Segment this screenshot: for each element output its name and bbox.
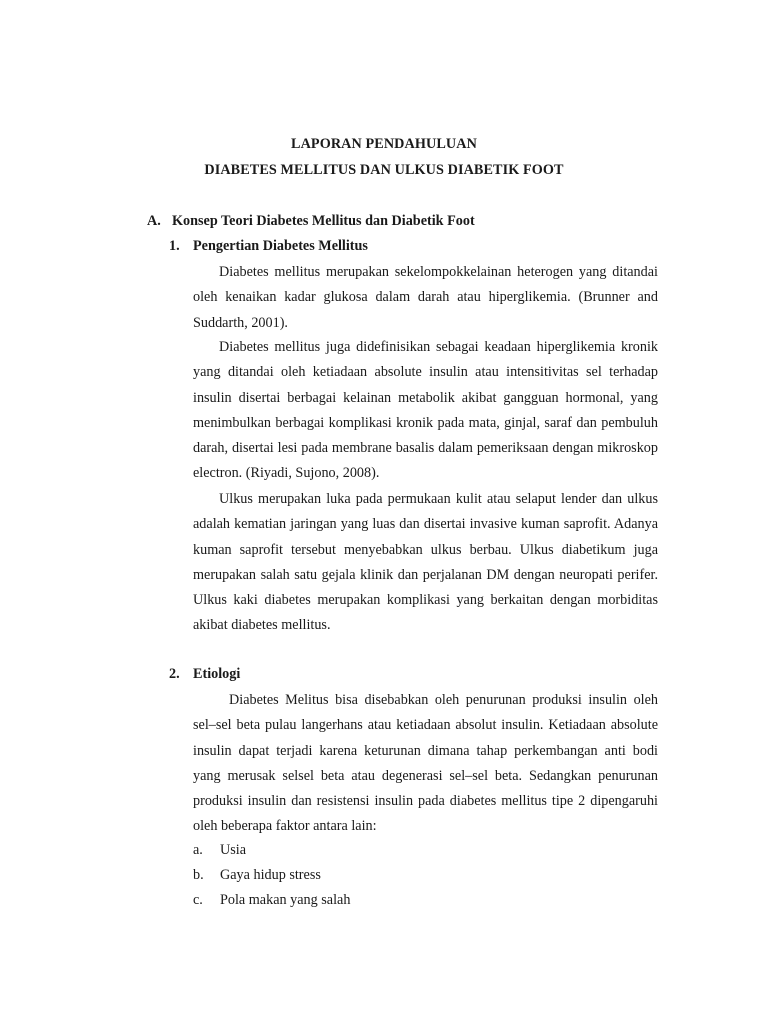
- list-item: [193, 888, 350, 913]
- subsection-2-marker: 2.: [169, 666, 180, 682]
- document-title-line-2: DIABETES MELLITUS DAN ULKUS DIABETIK FOOT: [204, 162, 564, 178]
- definition-paragraph-3: Ulkus merupakan luka pada permukaan kulit atau selaput lender dan ulkus adalah kematian jaringan yang luas dan disertai invasive kuman saprofit. Adanya kuman saprofit tersebut menyebabkan ulkus berbau. Ulkus diabetikum juga merupakan salah satu gejala klinik dan perjalanan DM dengan neuropati perifer. Ulkus kaki diabetes merupakan komplikasi yang berkaitan dengan morbiditas akibat diabetes mellitus.: [193, 491, 658, 634]
- list-item-marker: b.: [193, 867, 204, 883]
- section-a-heading: [147, 211, 475, 231]
- etiology-paragraph: Diabetes Melitus bisa disebabkan oleh penurunan produksi insulin oleh sel–sel beta pulau langerhans atau ketiadaan absolut insulin. Ketiadaan absolute insulin dapat terjadi karena keturunan dimana tahap perkembangan anti bodi yang merusak selsel beta atau degenerasi sel–sel beta. Sedangkan penurunan produksi insulin dan resistensi insulin pada diabetes mellitus tipe 2 dipengaruhi oleh beberapa faktor antara lain:: [193, 692, 658, 835]
- list-item-text: Usia: [220, 842, 247, 858]
- document-title-line-1: LAPORAN PENDAHULUAN: [291, 136, 477, 152]
- subsection-1-label: Pengertian Diabetes Mellitus: [193, 238, 368, 254]
- subsection-1-heading: [169, 236, 368, 256]
- subsection-2-label: Etiologi: [193, 666, 241, 682]
- subsection-1-marker: 1.: [169, 238, 180, 254]
- etiology-factor-list: [193, 838, 350, 913]
- definition-paragraph-2: Diabetes mellitus juga didefinisikan sebagai keadaan hiperglikemia kronik yang ditandai oleh ketiadaan absolute insulin atau intensitivitas sel terhadap insulin disertai berbagai kelainan metabolik akibat gangguan hormonal, yang menimbulkan berbagai komplikasi kronik pada mata, ginjal, saraf dan pembuluh darah, disertai lesi pada membrane basalis dalam pemeriksaan dengan mikroskop electron. (Riyadi, Sujono, 2008).: [193, 339, 658, 482]
- list-item: [193, 863, 350, 888]
- list-item-marker: a.: [193, 842, 203, 858]
- list-item-text: Gaya hidup stress: [220, 867, 321, 883]
- definition-paragraph-1: Diabetes mellitus merupakan sekelompokkelainan heterogen yang ditandai oleh kenaikan kadar glukosa dalam darah atau hiperglikemia. (Brunner and Suddarth, 2001).: [193, 264, 658, 331]
- list-item-marker: c.: [193, 892, 203, 908]
- list-item-text: Pola makan yang salah: [220, 892, 351, 908]
- list-item: [193, 838, 350, 863]
- section-a-marker: A.: [147, 213, 161, 229]
- section-a-label: Konsep Teori Diabetes Mellitus dan Diabetik Foot: [172, 213, 475, 229]
- subsection-2-heading: [169, 664, 240, 684]
